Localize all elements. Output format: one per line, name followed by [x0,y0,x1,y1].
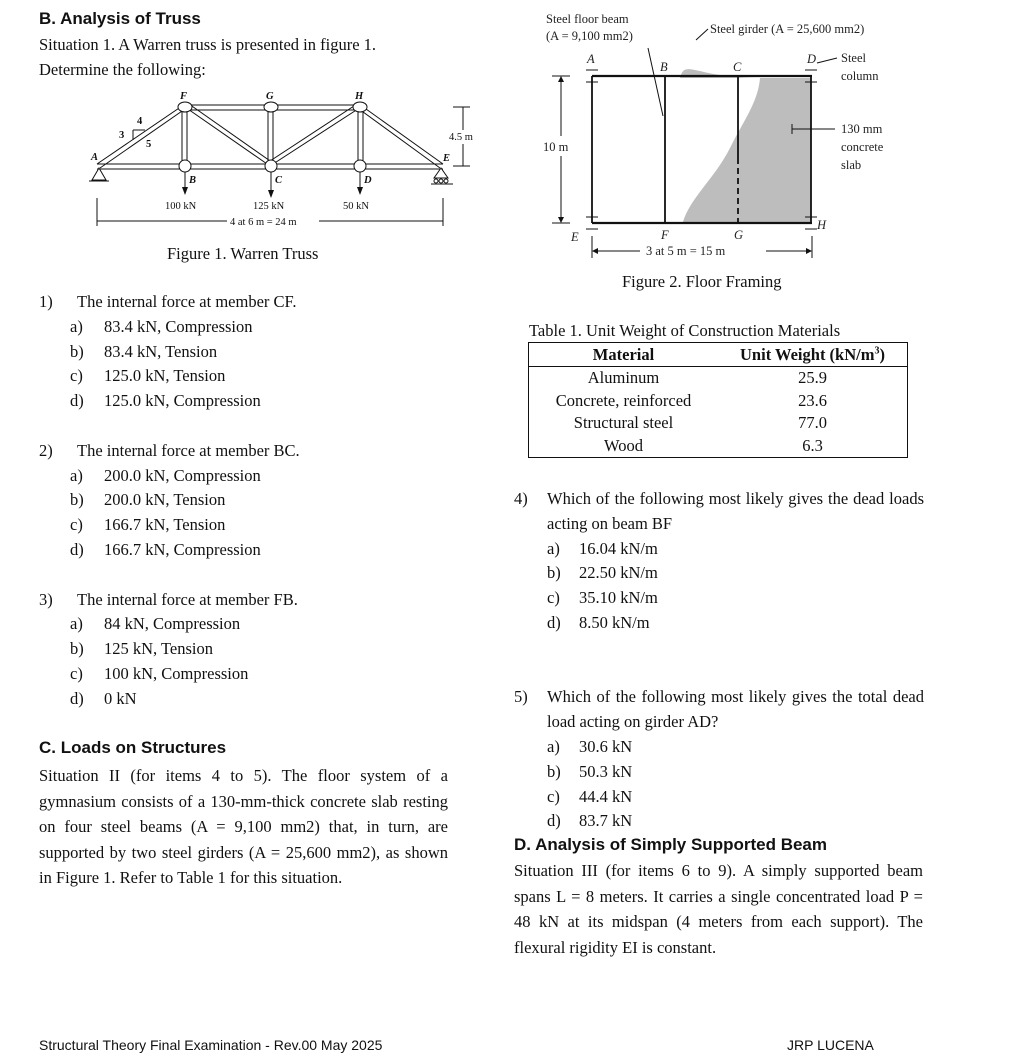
material-table [528,342,908,458]
option[interactable]: a) 30.6 kN [547,736,633,756]
floor-node-a: A [587,52,595,66]
option[interactable]: d) 83.7 kN [547,811,633,831]
warren-truss-figure [85,88,490,233]
truss-node-h: H [355,91,364,102]
q-num: 5) [514,687,528,707]
section-b-intro: Situation 1. A Warren truss is presented in figure 1. Determine the following: [39,35,377,79]
option[interactable]: d) 125.0 kN, Compression [70,391,261,411]
figure1-caption: Figure 1. Warren Truss [167,244,319,263]
section-d-heading: D. Analysis of Simply Supported Beam [514,835,827,854]
option[interactable]: d) 8.50 kN/m [547,612,650,632]
beam-label-line1: Steel floor beam [546,12,629,26]
option[interactable]: a) 84 kN, Compression [70,614,241,634]
footer-right: JRP LUCENA [787,1037,874,1053]
slab-label-2: concrete [841,140,884,154]
table-header: Material [529,343,718,367]
slab-label-3: slab [841,158,862,172]
question-3 [39,588,479,712]
truss-span: 4 at 6 m = 24 m [230,217,297,228]
q-num: 3) [39,589,53,609]
section-d-body: Situation III (for items 6 to 9). A simply supported beam spans L = 8 meters. It carries a single concentrated load P = 48 kN at its midspan (4 meters from each support). The flexural rigidity EI is constant. [514,861,923,957]
table-row: Aluminum 25.9 [587,368,827,387]
option[interactable]: b) 50.3 kN [547,761,633,781]
option[interactable]: b) 200.0 kN, Tension [70,490,226,510]
truss-node-g: G [266,91,274,102]
table-row: Wood 6.3 [603,435,823,455]
slope-hyp: 5 [146,139,152,150]
truss-node-a: A [91,152,99,163]
column-label-1: Steel [841,51,866,65]
load-c: 125 kN [253,201,285,212]
table1-caption: Table 1. Unit Weight of Construction Materials [529,321,841,340]
truss-node-e: E [443,153,451,164]
q-stem: Which of the following most likely gives the dead loads acting on beam BF [547,489,924,533]
option[interactable]: a) 200.0 kN, Compression [70,465,261,485]
truss-node-f: F [180,91,188,102]
q-num: 4) [514,489,528,508]
floor-framing-figure [530,8,930,264]
q-stem: Which of the following most likely gives the total dead load acting on girder AD? [547,687,924,732]
slope-run: 4 [137,116,143,127]
floor-height: 10 m [543,140,569,154]
questions-left [39,290,479,712]
section-b-heading: B. Analysis of Truss [39,9,201,28]
q-stem: The internal force at member CF. [77,292,297,311]
truss-node-d: D [364,175,372,186]
floor-span: 3 at 5 m = 15 m [646,244,726,258]
beam-label-line2: (A = 9,100 mm2) [546,29,633,43]
load-b: 100 kN [165,201,197,212]
table-row: Concrete, reinforced 23.6 [555,390,827,410]
option[interactable]: c) 125.0 kN, Tension [70,366,226,386]
slab-label-1: 130 mm [841,122,883,136]
option[interactable]: c) 44.4 kN [547,786,633,806]
question-1 [39,290,479,414]
floor-node-b: B [660,60,668,74]
floor-node-f: F [661,228,669,242]
option[interactable]: b) 22.50 kN/m [547,563,658,583]
q-stem: The internal force at member BC. [77,440,300,460]
option[interactable]: b) 83.4 kN, Tension [70,341,218,361]
figure2-caption: Figure 2. Floor Framing [622,272,782,291]
floor-node-d: D [807,52,817,66]
load-d: 50 kN [343,201,369,212]
table-row: Structural steel 77.0 [573,413,827,432]
question-5 [514,685,924,834]
floor-node-e: E [571,230,579,244]
floor-node-c: C [733,60,742,74]
table-header: Unit Weight $(kN/m^3)$ [718,343,907,367]
truss-node-c: C [275,175,283,186]
option[interactable]: a) 16.04 kN/m [547,538,658,558]
q-num: 2) [39,440,53,460]
footer-left: Structural Theory Final Examination - Rev.00 May 2025 [39,1037,383,1053]
q-stem: The internal force at member FB. [77,589,298,609]
slope-rise: 3 [119,130,125,141]
option[interactable]: d) 0 kN [70,688,137,708]
question-4 [514,487,924,636]
floor-node-g: G [734,228,744,242]
option[interactable]: c) 166.7 kN, Tension [70,515,226,535]
option[interactable]: b) 125 kN, Tension [70,639,213,659]
girder-label: Steel girder (A = 25,600 mm2) [710,22,865,36]
truss-node-b: B [189,175,197,186]
question-2 [39,439,479,563]
option[interactable]: c) 35.10 kN/m [547,588,658,608]
section-c-body: Situation II (for items 4 to 5). The floor system of a gymnasium consists of a 130-mm-thick concrete slab resting on four steel beams (A = 9,100 mm2) that, in turn, are supported by two steel girders (A = 25,600 mm2), as shown in Figure 1. Refer to Table 1 for this situation. [39,766,448,887]
section-c-heading: C. Loads on Structures [39,738,227,757]
q-num: 1) [39,292,53,311]
column-label-2: column [841,69,879,83]
floor-node-h: H [817,218,827,232]
option[interactable]: d) 166.7 kN, Compression [70,539,261,559]
option[interactable]: c) 100 kN, Compression [70,663,249,683]
option[interactable]: a) 83.4 kN, Compression [70,316,253,336]
questions-right [514,487,924,834]
truss-height: 4.5 m [449,132,473,143]
